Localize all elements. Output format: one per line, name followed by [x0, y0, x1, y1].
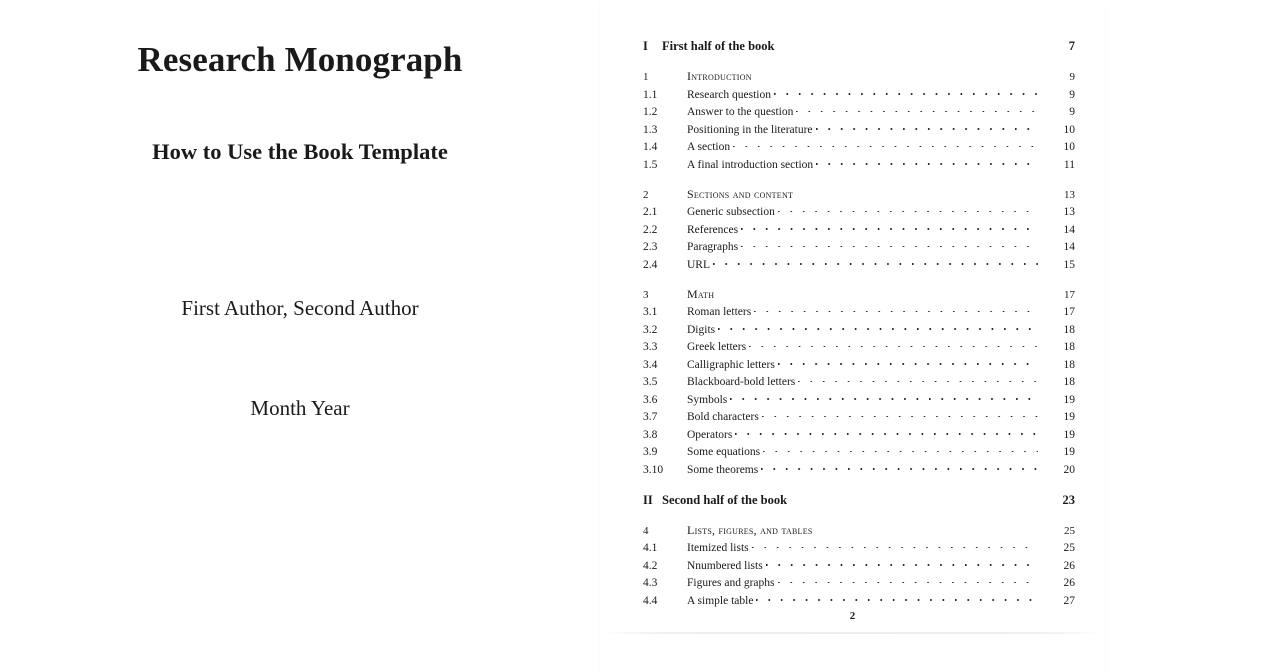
toc-entry-number: 1.2 [643, 106, 658, 118]
toc-section-row[interactable] [643, 204, 1075, 222]
toc-entry-page-number: 14 [1063, 223, 1075, 236]
toc-entry-title: Operators [687, 428, 733, 441]
toc-entry-title: Some equations [687, 446, 761, 458]
toc-section-row[interactable] [643, 139, 1075, 157]
toc-entry-title: Digits [687, 323, 716, 336]
dot-leader [774, 86, 1038, 98]
dot-leader [733, 139, 1038, 151]
dot-leader [816, 156, 1038, 168]
toc-section-row[interactable] [643, 391, 1075, 409]
toc-entry-title: Lists, figures, and tables [687, 522, 813, 537]
toc-chapter-group [643, 67, 1075, 174]
toc-entry-title: Bold characters [687, 411, 759, 423]
toc-section-row[interactable] [643, 461, 1075, 479]
toc-entry-title: First half of the book [662, 39, 775, 53]
toc-entry-number: 3.4 [643, 358, 658, 371]
toc-section-row[interactable] [643, 239, 1075, 257]
toc-section-row[interactable] [643, 557, 1075, 575]
toc-entry-page-number: 9 [1069, 106, 1075, 118]
toc-entry-page-number: 18 [1063, 323, 1075, 336]
toc-entry-number: 3 [643, 288, 649, 301]
toc-chapter-group [643, 185, 1075, 274]
toc-entry-page-number: 14 [1063, 241, 1075, 253]
toc-entry-page-number: 19 [1063, 393, 1075, 406]
toc-entry-page-number: 13 [1063, 206, 1075, 218]
toc-section-row[interactable] [643, 156, 1075, 174]
toc-part-row[interactable] [643, 490, 1075, 510]
toc-entry-number: 3.3 [643, 341, 658, 353]
toc-entry-title: Calligraphic letters [687, 358, 775, 371]
toc-entry-page-number: 25 [1064, 524, 1075, 537]
toc-section-row[interactable] [643, 540, 1075, 558]
toc-entry-page-number: 26 [1063, 577, 1075, 589]
toc-entry-number: 1.1 [643, 88, 658, 101]
page-edge-shadow [600, 632, 1105, 634]
toc-entry-page-number: 19 [1063, 411, 1075, 423]
authors: First Author, Second Author [181, 296, 419, 320]
toc-entry-title: Greek letters [687, 341, 747, 353]
toc-entry-number: 4.1 [643, 542, 658, 554]
toc-entry-title: Introduction [687, 69, 752, 83]
dot-leader [816, 121, 1038, 133]
toc-entry-number: 3.8 [643, 428, 658, 441]
toc-entry-page-number: 25 [1063, 542, 1075, 554]
dot-leader [749, 339, 1038, 351]
toc-entry-number: 2.2 [643, 223, 658, 236]
toc-entry-page-number: 10 [1063, 141, 1075, 153]
toc-entry-number: 2.4 [643, 258, 658, 271]
toc-entry-page-number: 11 [1063, 158, 1075, 171]
toc-section-row[interactable] [643, 121, 1075, 139]
toc-entry-title: Roman letters [687, 306, 752, 318]
toc-entry-page-number: 13 [1064, 188, 1075, 201]
toc-entry-page-number: 27 [1063, 594, 1075, 607]
dot-leader [778, 356, 1038, 368]
toc-entry-number: 4 [643, 524, 649, 537]
toc-entry-title: Some theorems [687, 463, 759, 476]
publication-date: Month Year [250, 396, 350, 420]
toc-entry-title: Sections and content [687, 186, 794, 201]
toc-chapter-row[interactable] [643, 185, 1075, 204]
toc-section-row[interactable] [643, 426, 1075, 444]
page-subtitle: How to Use the Book Template [152, 139, 448, 164]
toc-entry-page-number: 18 [1063, 376, 1075, 388]
toc-entry-title: Answer to the question [687, 106, 794, 118]
toc-entry-title: Itemized lists [687, 542, 749, 554]
dot-leader [778, 204, 1038, 216]
toc-entry-number: 2.1 [643, 206, 658, 218]
toc-entry-number: 4.4 [643, 594, 658, 607]
dot-leader [735, 426, 1038, 438]
toc-entry-number: 3.7 [643, 411, 658, 423]
toc-entry-number: 1.4 [643, 141, 658, 153]
toc-entry-number: 3.2 [643, 323, 658, 336]
toc-entry-number: 3.6 [643, 393, 658, 406]
contents-page [600, 0, 1105, 670]
dot-leader [762, 409, 1038, 421]
dot-leader [752, 540, 1038, 552]
dot-leader [798, 374, 1038, 386]
toc-entry-title: Symbols [687, 393, 728, 406]
toc-section-row[interactable] [643, 304, 1075, 322]
toc-entry-page-number: 18 [1063, 358, 1075, 371]
toc-entry-number: 3.9 [643, 446, 658, 458]
toc-entry-title: A section [687, 141, 731, 153]
toc-entry-page-number: 26 [1063, 559, 1075, 572]
toc-entry-page-number: 19 [1063, 428, 1075, 441]
toc-chapter-row[interactable] [643, 521, 1075, 540]
toc-entry-page-number: 23 [1062, 492, 1075, 507]
toc-entry-title: Positioning in the literature [687, 123, 813, 136]
dot-leader [718, 321, 1038, 333]
toc-entry-title: Nnumbered lists [687, 559, 763, 572]
toc-entry-title: Blackboard-bold letters [687, 376, 796, 388]
page-title: Research Monograph [137, 40, 463, 79]
toc-entry-number: 3.1 [643, 306, 658, 318]
toc-entry-page-number: 17 [1063, 306, 1075, 318]
toc-chapter-group [643, 285, 1075, 479]
toc-entry-page-number: 15 [1063, 258, 1075, 271]
toc-section-row[interactable] [643, 592, 1075, 610]
toc-chapter-group [643, 521, 1075, 610]
toc-entry-title: Paragraphs [687, 241, 739, 253]
dot-leader [756, 592, 1038, 604]
toc-entry-title: Second half of the book [662, 492, 788, 507]
toc-entry-number: 3.10 [643, 463, 664, 476]
toc-entry-title: Research question [687, 88, 771, 101]
toc-section-row[interactable] [643, 104, 1075, 122]
dot-leader [763, 444, 1038, 456]
toc-section-row[interactable] [643, 356, 1075, 374]
folio-page-number: 2 [849, 610, 856, 622]
toc-entry-number: 4.2 [643, 559, 658, 572]
toc-section-row[interactable] [643, 409, 1075, 427]
toc-entry-title: URL [687, 258, 710, 271]
toc-section-row[interactable] [643, 256, 1075, 274]
dot-leader [778, 575, 1038, 587]
toc-entry-page-number: 9 [1069, 71, 1075, 83]
toc-entry-title: Figures and graphs [687, 577, 775, 589]
toc-entry-number: 2 [643, 188, 649, 201]
toc-section-row[interactable] [643, 444, 1075, 462]
toc-section-row[interactable] [643, 86, 1075, 104]
toc-section-row[interactable] [643, 221, 1075, 239]
toc-entry-page-number: 17 [1064, 288, 1075, 301]
dot-leader [796, 104, 1038, 116]
title-page [0, 0, 600, 670]
toc-entry-page-number: 10 [1063, 123, 1075, 136]
toc-entry-title: A simple table [687, 594, 754, 607]
table-of-contents [643, 36, 1075, 610]
toc-entry-page-number: 20 [1063, 463, 1075, 476]
dot-leader [713, 256, 1038, 268]
toc-chapter-row[interactable] [643, 285, 1075, 304]
toc-entry-page-number: 18 [1063, 341, 1075, 353]
toc-entry-title: Generic subsection [687, 206, 775, 218]
toc-entry-number: 1.3 [643, 123, 658, 136]
toc-chapter-row[interactable] [643, 67, 1075, 86]
dot-leader [754, 304, 1038, 316]
dot-leader [741, 239, 1038, 251]
toc-entry-page-number: 19 [1063, 446, 1075, 458]
toc-entry-title: References [687, 223, 739, 236]
toc-entry-number: II [643, 492, 653, 507]
dot-leader [766, 557, 1038, 569]
toc-part-row[interactable] [643, 36, 1075, 56]
toc-section-row[interactable] [643, 321, 1075, 339]
dot-leader [761, 461, 1038, 473]
toc-entry-number: 1 [643, 71, 649, 83]
toc-entry-number: 2.3 [643, 241, 658, 253]
toc-entry-number: 1.5 [643, 158, 658, 171]
toc-entry-title: A final introduction section [687, 158, 814, 171]
toc-entry-title: Math [687, 286, 715, 301]
toc-section-row[interactable] [643, 575, 1075, 593]
toc-entry-page-number: 7 [1068, 39, 1075, 53]
toc-entry-number: 3.5 [643, 376, 658, 388]
toc-section-row[interactable] [643, 339, 1075, 357]
dot-leader [730, 391, 1038, 403]
toc-entry-number: 4.3 [643, 577, 658, 589]
toc-entry-number: I [643, 39, 648, 53]
toc-section-row[interactable] [643, 374, 1075, 392]
dot-leader [741, 221, 1038, 233]
toc-entry-page-number: 9 [1069, 88, 1075, 101]
